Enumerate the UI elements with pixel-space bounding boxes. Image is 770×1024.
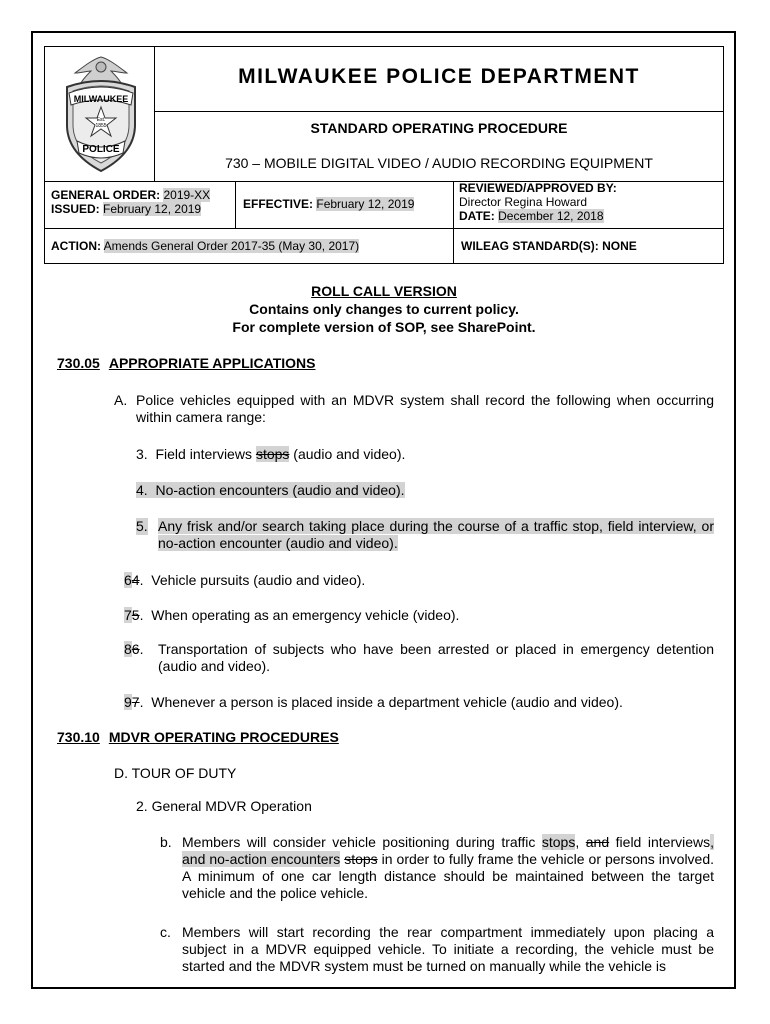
item-marker: b. [160, 834, 172, 850]
reviewed-label: REVIEWED/APPROVED BY: [459, 181, 617, 195]
item-text: Transportation of subjects who have been arrested or placed in emergency detention (audio and video). [158, 641, 714, 674]
list-item [124, 572, 714, 589]
item-number-old: 7 [131, 694, 140, 710]
section-title: APPROPRIATE APPLICATIONS [108, 355, 316, 371]
item-number-old: 5 [131, 607, 140, 623]
section-number: 730.10 [57, 729, 100, 745]
item-number-dot: . [139, 607, 144, 623]
section-number: 730.05 [57, 355, 100, 371]
roll-call-line2: For complete version of SOP, see SharePoint. [232, 319, 536, 335]
item-number: 3. [136, 446, 148, 462]
item-text: Members will start recording the rear compartment immediately upon placing a subject in a MDVR equipped vehicle. To initiate a recording, the vehicle must be started and the MDVR system must be turned on manually while the vehicle is [182, 924, 714, 974]
department-title: MILWAUKEE POLICE DEPARTMENT [238, 65, 640, 88]
item-text: Field interviews [155, 446, 252, 462]
roll-call-line1: Contains only changes to current policy. [249, 301, 519, 317]
list-item [124, 607, 714, 624]
action-cell [51, 239, 451, 253]
date-label: DATE: [459, 209, 495, 223]
item-number-dot: . [139, 641, 144, 657]
item-number: 5. [136, 518, 148, 534]
header-table [44, 46, 724, 264]
svg-text:POLICE: POLICE [82, 144, 120, 155]
item-number: 4. [136, 482, 148, 498]
section-730-05-heading [57, 355, 315, 372]
list-item [124, 641, 714, 675]
list-item [136, 518, 714, 552]
item-text: No-action encounters (audio and video). [155, 482, 405, 498]
roll-call-title: ROLL CALL VERSION [311, 283, 457, 299]
item-text: Any frisk and/or search taking place during the course of a traffic stop, field interview, or no-action encounter (audio and video). [158, 518, 714, 551]
reviewed-cell [459, 181, 721, 223]
item-text: When operating as an emergency vehicle (video). [151, 607, 460, 623]
item-text: Whenever a person is placed inside a department vehicle (audio and video). [151, 694, 623, 710]
badge-icon [53, 53, 149, 177]
item-marker: c. [160, 924, 171, 940]
item-number-new: 8 [124, 641, 132, 657]
item-number-old: 6 [131, 641, 140, 657]
section-730-10-heading [57, 729, 339, 746]
svg-text:1855: 1855 [95, 123, 107, 129]
issued-label: ISSUED: [51, 202, 100, 216]
date-value: December 12, 2018 [498, 209, 604, 223]
item-number-new: 9 [124, 694, 132, 710]
item-text: Vehicle pursuits (audio and video). [151, 572, 366, 588]
intro-text: Police vehicles equipped with an MDVR system shall record the following when occurring within camera range: [136, 392, 714, 425]
item-number-old: 4 [131, 572, 140, 588]
list-item [160, 924, 714, 975]
list-item [136, 482, 714, 499]
general-order-value: 2019-XX [163, 188, 211, 202]
sop-title: 730 – MOBILE DIGITAL VIDEO / AUDIO RECORDING EQUIPMENT [225, 155, 653, 171]
item-number-new: 7 [124, 607, 132, 623]
section-title: MDVR OPERATING PROCEDURES [108, 729, 339, 745]
general-order-cell [51, 188, 233, 216]
police-badge-logo [53, 53, 149, 177]
sop-label: STANDARD OPERATING PROCEDURE [310, 120, 568, 136]
reviewed-by: Director Regina Howard [459, 195, 588, 209]
effective-cell [243, 197, 453, 211]
svg-text:Est.: Est. [96, 117, 106, 123]
issued-value: February 12, 2019 [103, 202, 202, 216]
action-value: Amends General Order 2017-35 (May 30, 2017) [103, 239, 360, 253]
general-mdvr-operation-heading: 2. General MDVR Operation [136, 798, 312, 814]
deleted-text: stops [255, 446, 290, 462]
svg-text:MILWAUKEE: MILWAUKEE [73, 94, 129, 104]
action-label: ACTION: [51, 239, 101, 253]
list-item [136, 446, 714, 463]
intro-marker: A. [114, 392, 128, 408]
tour-of-duty-heading: D. TOUR OF DUTY [114, 765, 237, 781]
wileag-standard: WILEAG STANDARD(S): NONE [461, 239, 637, 253]
item-number-new: 6 [124, 572, 132, 588]
item-text: (audio and video). [289, 446, 406, 462]
list-item [160, 834, 714, 902]
item-text: Members will consider vehicle positioning during traffic stops, and field interviews, and no-action encounters stops in order to fully frame the vehicle or persons involved. A minimum of one car length distance should be maintained between the target vehicle and the police vehicle. [182, 834, 715, 901]
item-number-dot: . [139, 694, 144, 710]
list-item [124, 694, 714, 711]
effective-label: EFFECTIVE: [243, 197, 314, 211]
item-number-dot: . [139, 572, 144, 588]
effective-value: February 12, 2019 [316, 197, 415, 211]
general-order-label: GENERAL ORDER: [51, 188, 161, 202]
